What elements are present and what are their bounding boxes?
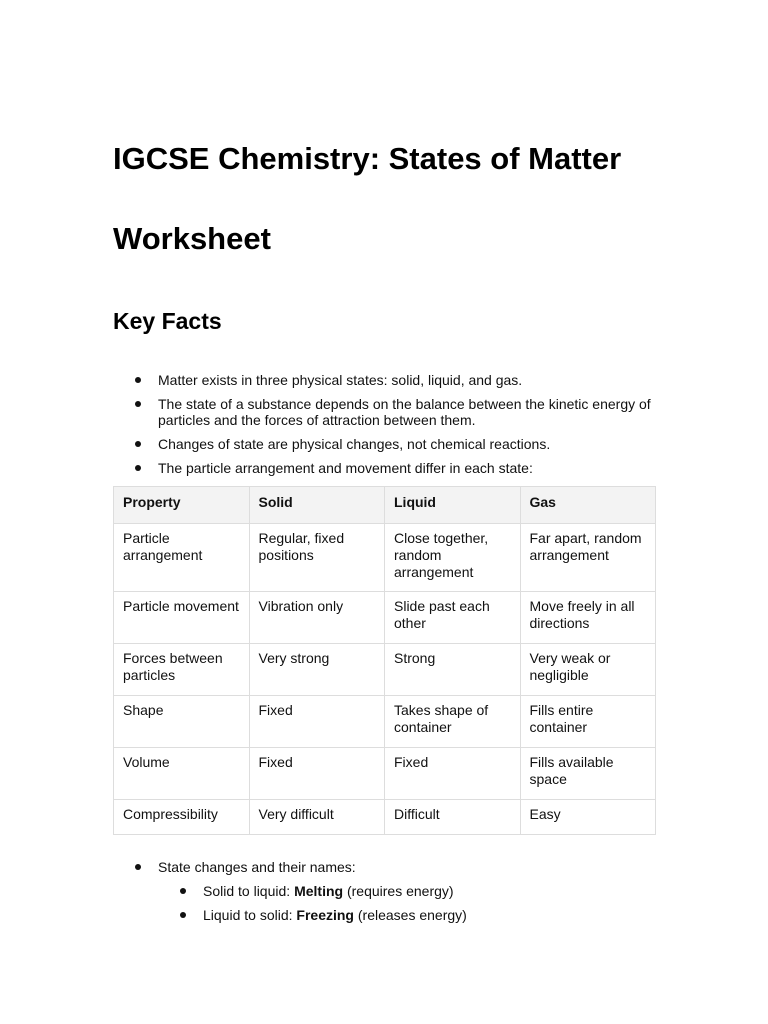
table-cell: Move freely in all directions <box>520 592 656 644</box>
table-cell: Takes shape of container <box>385 696 521 748</box>
state-changes-intro: State changes and their names: <box>158 859 356 875</box>
list-item: Matter exists in three physical states: solid, liquid, and gas. <box>113 372 656 388</box>
table-cell: Easy <box>520 800 656 835</box>
list-item: Changes of state are physical changes, not chemical reactions. <box>113 436 656 452</box>
table-cell: Very weak or negligible <box>520 644 656 696</box>
table-row <box>114 524 656 592</box>
table-cell: Volume <box>114 748 250 800</box>
state-changes-sublist <box>158 883 656 923</box>
change-prefix: Solid to liquid: <box>203 883 295 899</box>
table-cell: Particle arrangement <box>114 524 250 592</box>
table-row <box>114 644 656 696</box>
change-prefix: Liquid to solid: <box>203 907 297 923</box>
table-cell: Fills entire container <box>520 696 656 748</box>
table-cell: Very difficult <box>249 800 385 835</box>
table-cell: Fixed <box>249 748 385 800</box>
table-cell: Regular, fixed positions <box>249 524 385 592</box>
table-cell: Slide past each other <box>385 592 521 644</box>
table-row <box>114 800 656 835</box>
table-header-row <box>114 487 656 524</box>
page-title: IGCSE Chemistry: States of Matter Worksheet <box>113 141 622 256</box>
states-comparison-table <box>113 486 656 835</box>
table-cell: Forces between particles <box>114 644 250 696</box>
list-item: The particle arrangement and movement differ in each state: <box>113 460 656 476</box>
column-header-liquid: Liquid <box>385 487 521 524</box>
table-cell: Difficult <box>385 800 521 835</box>
key-facts-list <box>113 372 656 484</box>
state-changes-list <box>113 859 656 931</box>
table-cell: Strong <box>385 644 521 696</box>
column-header-gas: Gas <box>520 487 656 524</box>
change-suffix: (requires energy) <box>343 883 454 899</box>
change-term: Melting <box>294 883 344 899</box>
table-cell: Fills available space <box>520 748 656 800</box>
list-item <box>158 907 656 923</box>
list-item <box>113 859 656 923</box>
table-cell: Shape <box>114 696 250 748</box>
section-heading-key-facts: Key Facts <box>113 308 222 334</box>
table-cell: Particle movement <box>114 592 250 644</box>
table-cell: Vibration only <box>249 592 385 644</box>
table-row <box>114 748 656 800</box>
table-cell: Fixed <box>249 696 385 748</box>
table-cell: Fixed <box>385 748 521 800</box>
change-term: Freezing <box>296 907 354 923</box>
column-header-solid: Solid <box>249 487 385 524</box>
table-cell: Very strong <box>249 644 385 696</box>
list-item <box>158 883 656 899</box>
table-cell: Compressibility <box>114 800 250 835</box>
table-row <box>114 592 656 644</box>
change-suffix: (releases energy) <box>353 907 467 923</box>
list-item: The state of a substance depends on the balance between the kinetic energy of particles and the forces of attraction between them. <box>113 396 656 428</box>
table-cell: Close together, random arrangement <box>385 524 521 592</box>
table-row <box>114 696 656 748</box>
column-header-property: Property <box>114 487 250 524</box>
table-cell: Far apart, random arrangement <box>520 524 656 592</box>
